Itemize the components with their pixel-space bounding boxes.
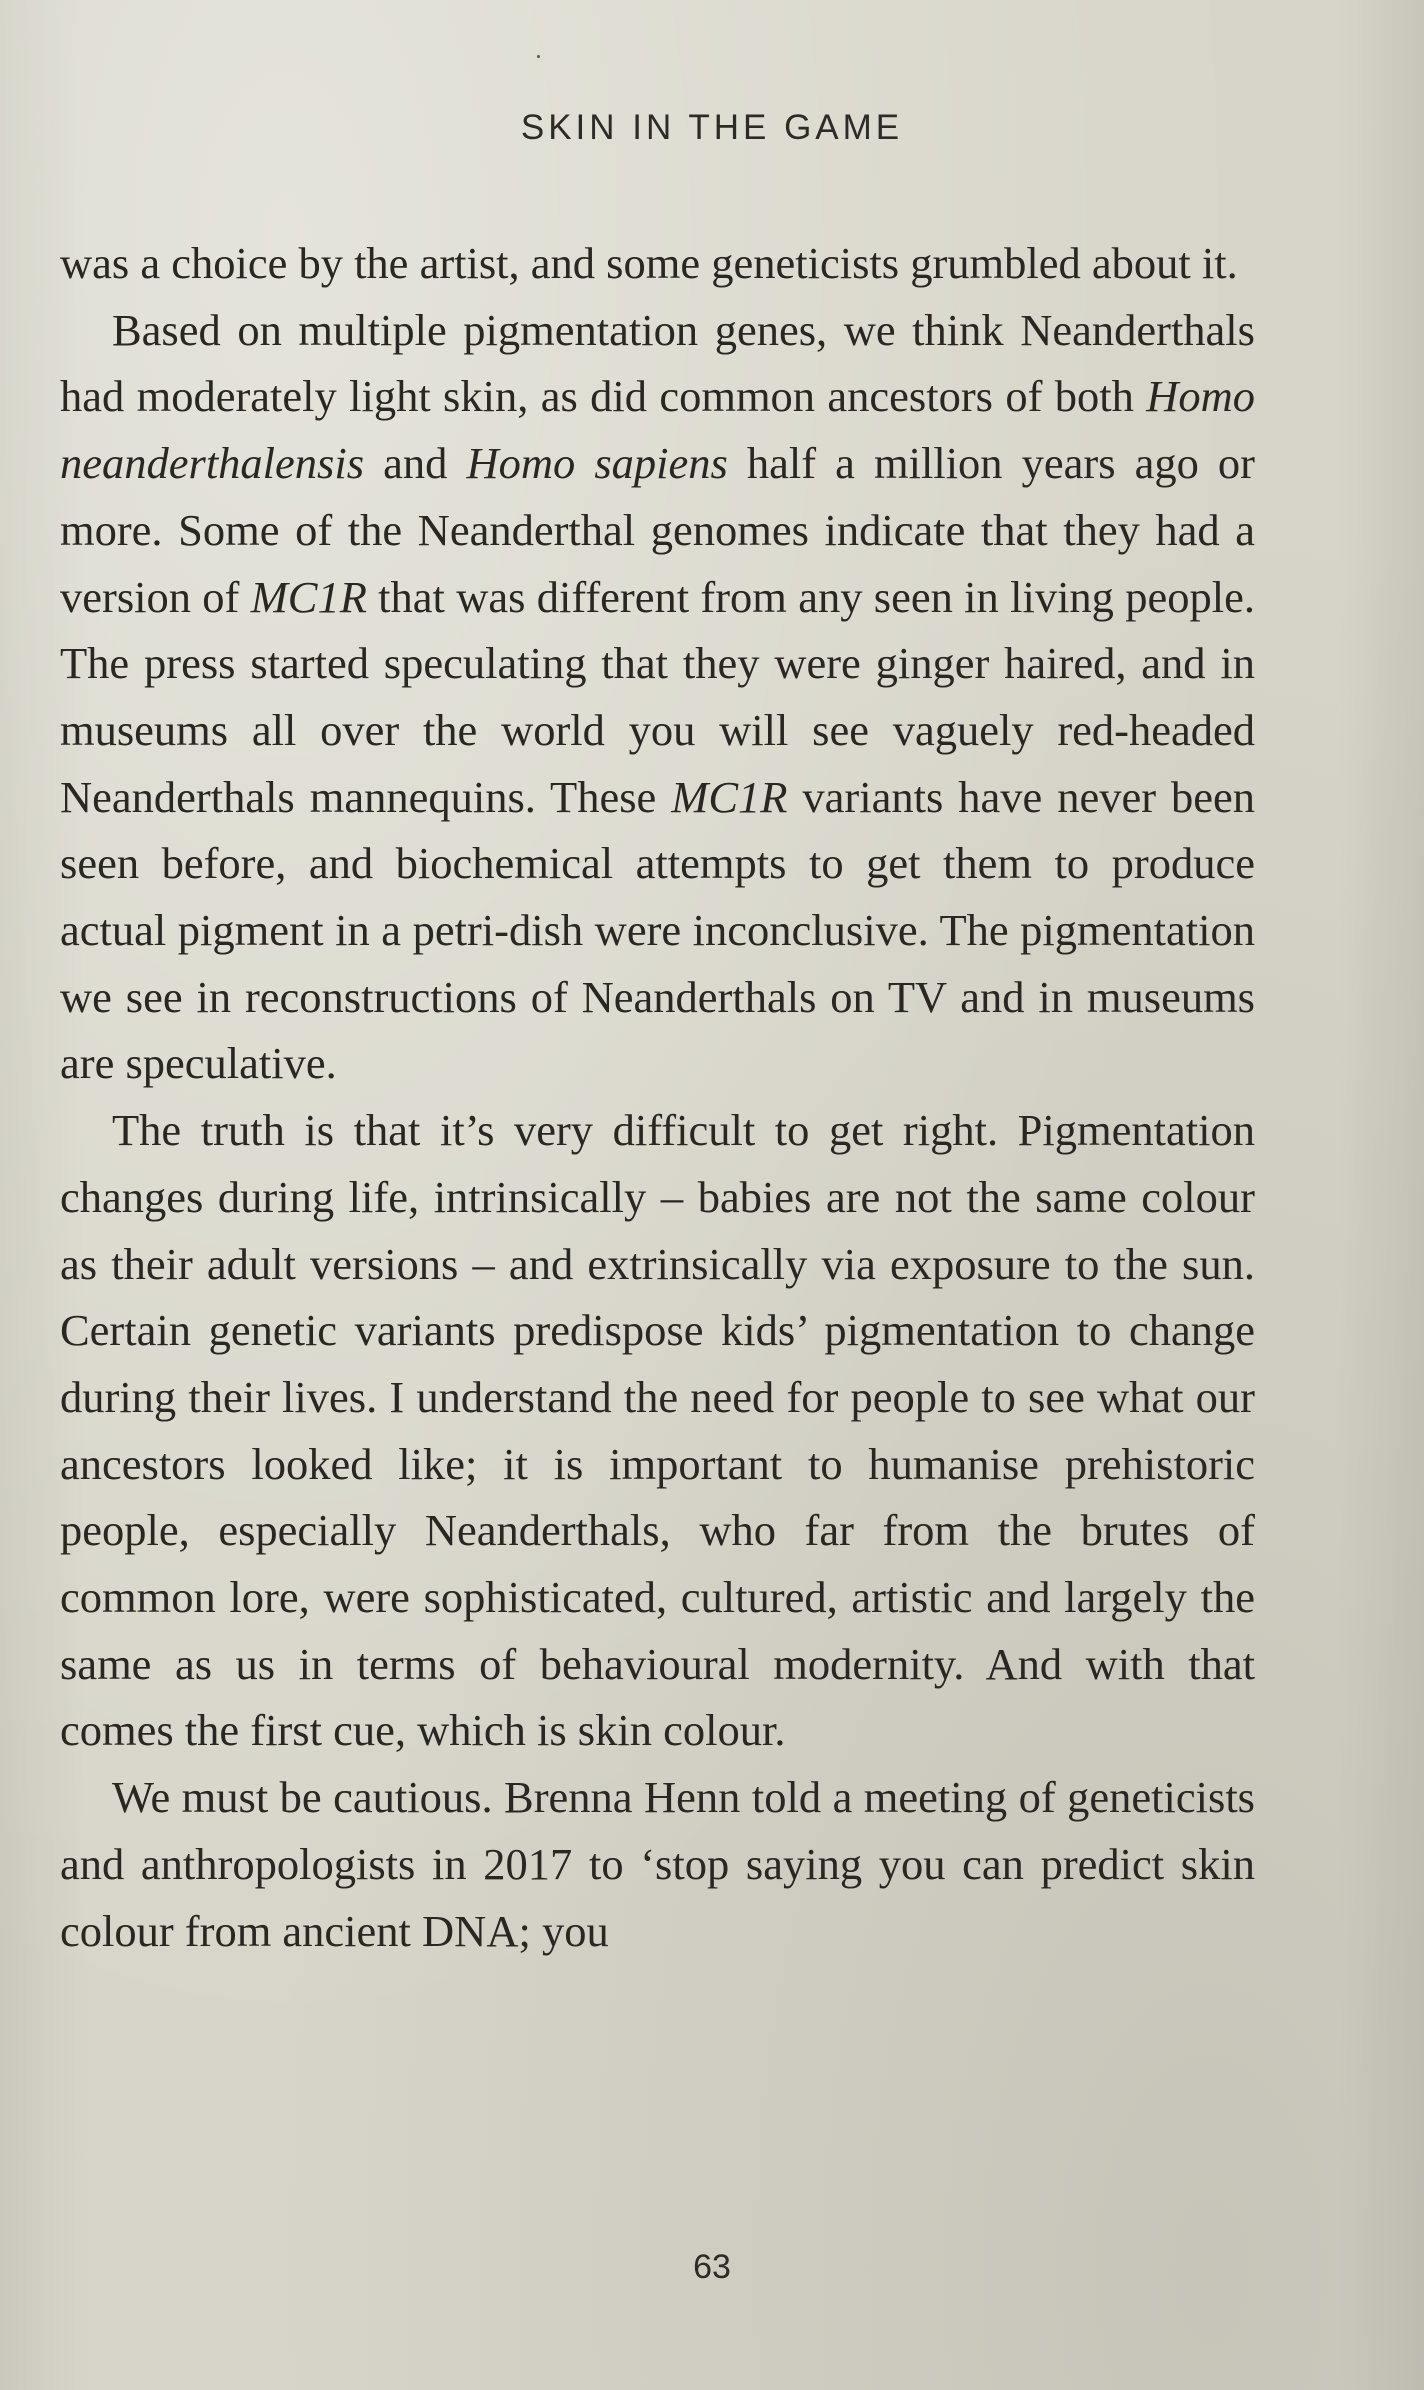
text-segment: that was different from any seen in living people. The press started speculating that they were ginger haired, and in museums all over the world you will see vaguely red-headed Neanderthals mannequins. These <box>60 571 1255 822</box>
running-head: SKIN IN THE GAME <box>520 108 904 147</box>
text-segment: Based on multiple pigmentation genes, we think Neanderthals had moderately light skin, as did common ancestors of both <box>60 304 1255 422</box>
body-text <box>60 230 1255 1964</box>
gene-name-mc1r: MC1R <box>250 571 367 622</box>
paragraph-2 <box>60 297 1255 1097</box>
species-name-sapiens: Homo sapiens <box>466 438 728 489</box>
text-segment: and <box>364 438 467 489</box>
text-segment: was a choice by the artist, and some geneticists grumbled about it. <box>60 238 1238 288</box>
text-segment: variants have never been seen before, and biochemical attempts to get them to produce actual pigment in a petri-dish were inconclusive. The pigmentation we see in reconstructions of Neanderthals on TV and in museums are speculative. <box>60 771 1255 1089</box>
paragraph-1 <box>60 230 1255 297</box>
paragraph-4 <box>60 1764 1255 1964</box>
text-segment: We must be cautious. Brenna Henn told a meeting of geneticists and anthropologists in 2017 to ‘stop saying you can predict skin colour from ancient DNA; you <box>60 1772 1255 1956</box>
print-speck <box>537 55 540 58</box>
paragraph-3 <box>60 1097 1255 1764</box>
text-segment: half a million years ago or more. Some of the Neanderthal genomes indicate that they had a version of <box>60 438 1255 622</box>
page-number: 63 <box>693 2248 731 2286</box>
text-segment: The truth is that it’s very difficult to get right. Pigmentation changes during life, intrinsically – babies are not the same colour as their adult versions – and extrinsically via exposure to the sun. Certain genetic variants predispose kids’ pigmentation to change during their lives. I understand the need for people to see what our ancestors looked like; it is important to humanise prehistoric people, especially Neanderthals, who far from the brutes of common lore, were sophisticated, cultured, artistic and largely the same as us in terms of behavioural modernity. And with that comes the first cue, which is skin colour. <box>60 1105 1255 1756</box>
gene-name-mc1r: MC1R <box>671 771 788 822</box>
species-name-neanderthalensis: Homo neanderthalensis <box>60 371 1255 489</box>
